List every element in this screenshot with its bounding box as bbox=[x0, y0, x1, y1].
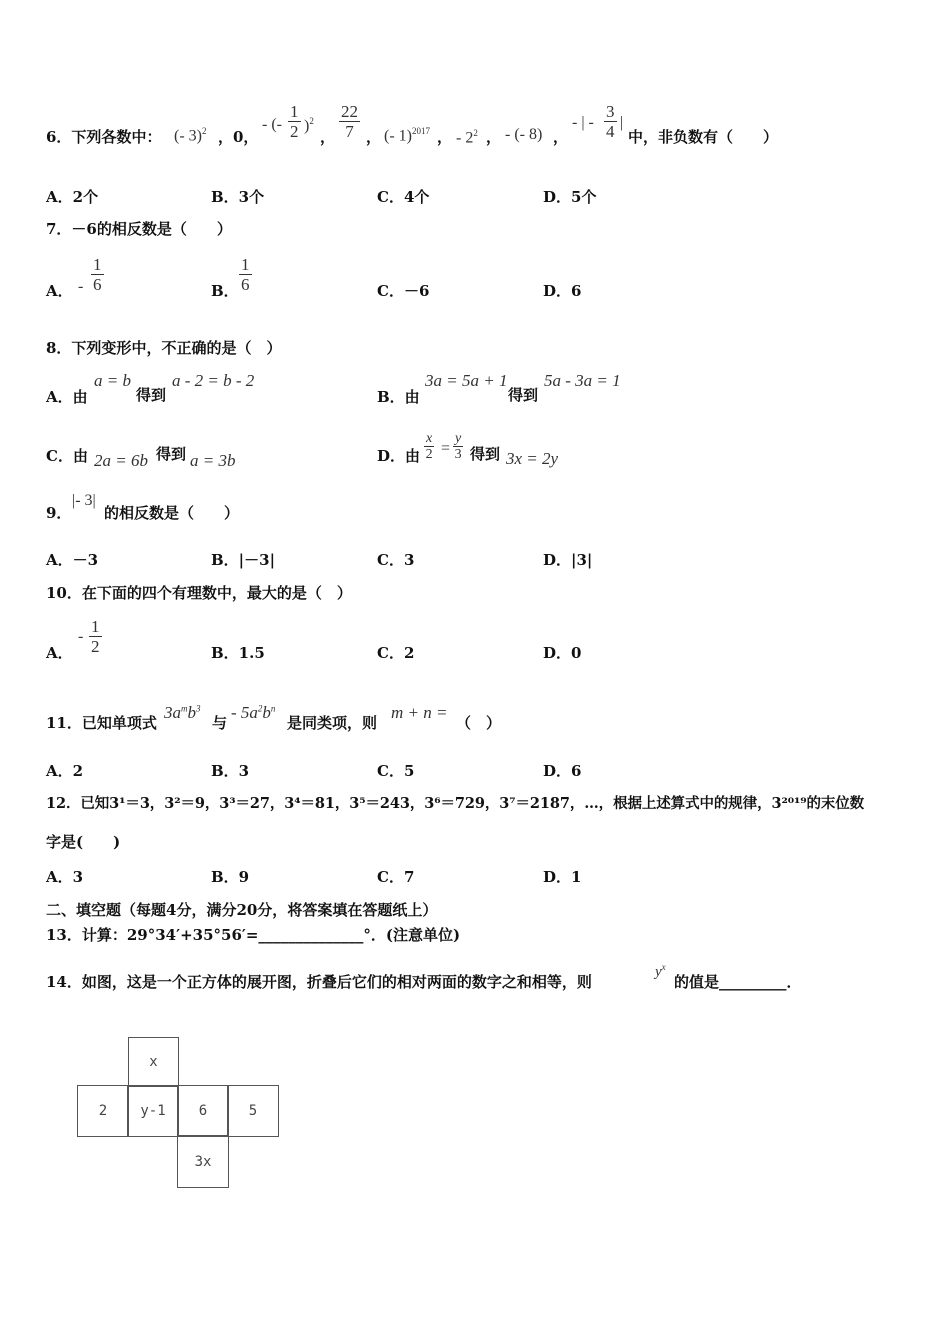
q6-expr3-pre: - (- bbox=[262, 116, 282, 133]
net-face-top: x bbox=[128, 1037, 179, 1087]
net-face-left: 2 bbox=[77, 1085, 129, 1137]
q11-monomial1: $3a^mb^3$ bbox=[164, 703, 201, 722]
q8-option-a-math2: a - 2 = b - 2 bbox=[172, 371, 255, 390]
q8-option-c[interactable]: C．由 bbox=[46, 447, 88, 465]
q6-comma2: ， bbox=[366, 128, 382, 146]
q8-option-d-eq: = bbox=[441, 440, 451, 457]
q12-option-d[interactable]: D．1 bbox=[543, 868, 582, 886]
q7-option-a-fraction: $\frac{1}{6}$ bbox=[93, 255, 102, 294]
q8-option-b-get: 得到 bbox=[508, 386, 539, 404]
q8-option-b-math1: 3a = 5a + 1 bbox=[425, 371, 508, 390]
q6-expr7: - (- 8) bbox=[505, 126, 543, 143]
q12-line1: 12．已知3¹＝3，3²＝9，3³＝27，3⁴＝81，3⁵＝243，3⁶＝729，3⁷＝2187，…，根据上述算式中的规律，3²⁰¹⁹的末位数 bbox=[46, 795, 865, 812]
q14-suffix: 的值是_________． bbox=[674, 973, 802, 991]
q7-option-b-fraction: $\frac{1}{6}$ bbox=[241, 255, 250, 294]
q10-stem: 10．在下面的四个有理数中，最大的是（ ） bbox=[46, 584, 352, 602]
net-face-center: y-1 bbox=[127, 1085, 179, 1137]
q6-option-b[interactable]: B．3个 bbox=[211, 188, 265, 206]
q6-expr5: (- 1)$^{2017}$ bbox=[384, 126, 430, 145]
q11-monomial2: - $5a^2b^n$ bbox=[231, 703, 276, 722]
q7-option-b[interactable]: B． bbox=[211, 282, 239, 300]
q8-option-b[interactable]: B．由 bbox=[377, 388, 420, 406]
q10-option-d[interactable]: D．0 bbox=[543, 644, 582, 662]
q8-option-d-frac1: $\frac{x}{2}$ bbox=[425, 431, 433, 462]
q9-option-d[interactable]: D．|3| bbox=[543, 551, 593, 569]
q7-option-a[interactable]: A． bbox=[46, 282, 73, 300]
q11-option-c[interactable]: C．5 bbox=[377, 762, 415, 780]
q10-option-b[interactable]: B．1.5 bbox=[211, 644, 265, 662]
q6-option-d[interactable]: D．5个 bbox=[543, 188, 597, 206]
q12-line2: 字是( ) bbox=[46, 833, 121, 851]
q8-option-d-get: 得到 bbox=[470, 445, 501, 463]
q13-text: 13．计算：29°34′+35°56′=______________°．(注意单位) bbox=[46, 926, 461, 944]
q11-mid: 与 bbox=[212, 714, 228, 732]
q12-option-a[interactable]: A．3 bbox=[46, 868, 84, 886]
q6-option-a[interactable]: A．2个 bbox=[46, 188, 99, 206]
q6-expr3-post: )$^2$ bbox=[304, 116, 314, 135]
q9-stem: 的相反数是（ ） bbox=[104, 504, 240, 522]
q10-option-a[interactable]: A． bbox=[46, 644, 73, 662]
q6-expr4-fraction: $\frac{22}{7}$ bbox=[341, 102, 358, 141]
q10-option-c[interactable]: C．2 bbox=[377, 644, 415, 662]
q11-option-b[interactable]: B．3 bbox=[211, 762, 250, 780]
q6-expr6: - $2^2$ bbox=[456, 128, 478, 147]
q6-expr3-fraction: $\frac{1}{2}$ bbox=[290, 102, 299, 141]
q12-option-c[interactable]: C．7 bbox=[377, 868, 415, 886]
q8-option-a-math1: a = b bbox=[94, 371, 131, 390]
q8-option-d-frac2: $\frac{y}{3}$ bbox=[454, 431, 462, 462]
net-face-bottom: 3x bbox=[177, 1135, 229, 1188]
q9-option-b[interactable]: B．|－3| bbox=[211, 551, 276, 569]
q6-prefix: 6．下列各数中： bbox=[46, 128, 162, 146]
q7-option-d[interactable]: D．6 bbox=[543, 282, 582, 300]
net-face-right1: 6 bbox=[177, 1085, 229, 1137]
q11-mid2: 是同类项，则 bbox=[287, 714, 378, 732]
q6-expr8-fraction: $\frac{3}{4}$ bbox=[606, 102, 615, 141]
q8-option-d-math2: 3x = 2y bbox=[506, 449, 559, 468]
q11-option-a[interactable]: A．2 bbox=[46, 762, 84, 780]
net-face-right2: 5 bbox=[227, 1085, 279, 1137]
q12-option-b[interactable]: B．9 bbox=[211, 868, 250, 886]
q9-expr: |- 3| bbox=[72, 492, 96, 509]
q6-suffix: 中，非负数有（ ） bbox=[628, 128, 779, 146]
q9-label: 9． bbox=[46, 504, 72, 522]
q10-option-a-sign: - bbox=[78, 628, 84, 645]
q11-suffix: （ ） bbox=[456, 714, 502, 732]
q11-expr: m + n = bbox=[391, 703, 448, 722]
q7-option-a-sign: - bbox=[78, 278, 84, 295]
q6-option-c[interactable]: C．4个 bbox=[377, 188, 430, 206]
q14-prefix: 14．如图，这是一个正方体的展开图，折叠后它们的相对两面的数字之和相等，则 bbox=[46, 973, 592, 991]
q6-comma3: ， bbox=[437, 128, 453, 146]
q8-option-d[interactable]: D．由 bbox=[377, 447, 421, 465]
q8-option-b-math2: 5a - 3a = 1 bbox=[544, 371, 621, 390]
q8-option-a-get: 得到 bbox=[136, 386, 167, 404]
q9-option-c[interactable]: C．3 bbox=[377, 551, 415, 569]
q7-stem: 7．－6的相反数是（ ） bbox=[46, 220, 232, 238]
q6-expr8-post: | bbox=[620, 114, 624, 131]
q11-prefix: 11．已知单项式 bbox=[46, 714, 157, 732]
q8-option-c-math1: 2a = 6b bbox=[94, 451, 148, 470]
q8-option-a[interactable]: A．由 bbox=[46, 388, 88, 406]
q10-option-a-fraction: $\frac{1}{2}$ bbox=[91, 617, 100, 656]
q8-option-c-get: 得到 bbox=[156, 445, 187, 463]
q8-option-c-math2: a = 3b bbox=[190, 451, 236, 470]
q6-comma1: ， bbox=[320, 128, 336, 146]
section-2-heading: 二、填空题（每题4分，满分20分，将答案填在答题纸上） bbox=[46, 901, 438, 919]
q11-option-d[interactable]: D．6 bbox=[543, 762, 582, 780]
q6-comma4: ， bbox=[486, 128, 502, 146]
q7-option-c[interactable]: C．－6 bbox=[377, 282, 430, 300]
q14-expr: $y^x$ bbox=[655, 962, 666, 980]
q6-zero: ，0， bbox=[218, 128, 259, 146]
q6-comma5: ， bbox=[553, 128, 569, 146]
q6-expr8-pre: - | - bbox=[572, 114, 594, 131]
q9-option-a[interactable]: A．－3 bbox=[46, 551, 99, 569]
q8-stem: 8．下列变形中，不正确的是（ ） bbox=[46, 339, 282, 357]
q6-expr1: (- 3)$^2$ bbox=[174, 126, 207, 145]
